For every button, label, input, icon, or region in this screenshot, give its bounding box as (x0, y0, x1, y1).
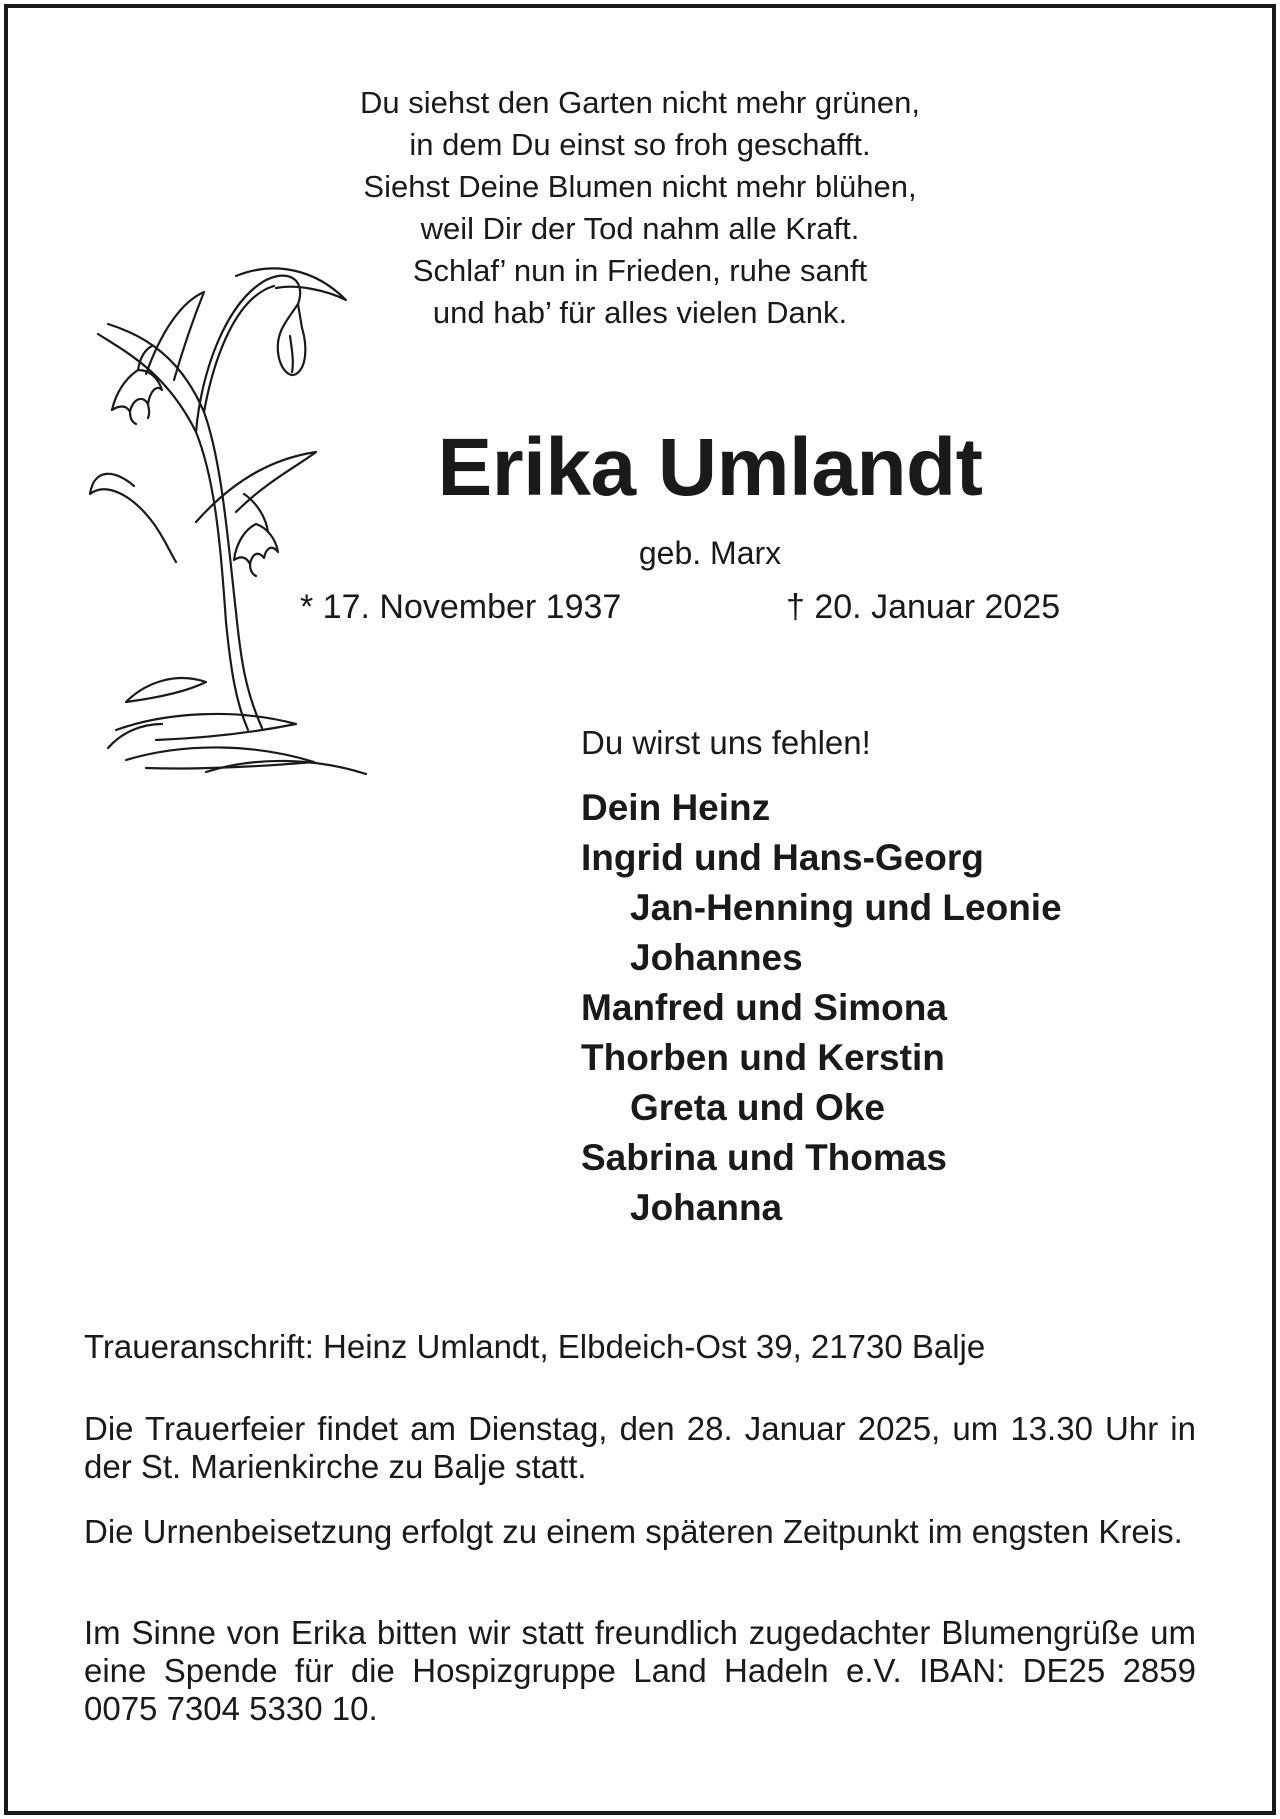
poem-line: Schlaf’ nun in Frieden, ruhe sanft (412, 253, 868, 288)
funeral-service-paragraph: Die Trauerfeier findet am Dienstag, den 28. Januar 2025, um 13.30 Uhr in der St. Marienkirche zu Balje statt. (84, 1410, 1196, 1485)
mourning-address: Traueranschrift: Heinz Umlandt, Elbdeich-Ost 39, 21730 Balje (84, 1328, 986, 1365)
mourner-name: Thorben und Kerstin (581, 1037, 945, 1078)
mourner-name: Johanna (630, 1187, 783, 1228)
poem-line: in dem Du einst so froh geschafft. (409, 127, 871, 162)
death-date: † 20. Januar 2025 (786, 588, 1061, 626)
poem-line: und hab’ für alles vielen Dank. (432, 295, 848, 330)
poem-line: Siehst Deine Blumen nicht mehr blühen, (363, 169, 917, 204)
mourner-name: Greta und Oke (630, 1087, 885, 1128)
mourner-list (581, 783, 1062, 1233)
urn-burial-paragraph: Die Urnenbeisetzung erfolgt zu einem späteren Zeitpunkt im engsten Kreis. (84, 1513, 1183, 1550)
mourner-name: Dein Heinz (581, 787, 771, 828)
snowdrop-flower-icon (86, 262, 386, 787)
poem-line: Du siehst den Garten nicht mehr grünen, (359, 85, 921, 120)
mourner-name: Johannes (630, 937, 803, 978)
closing-line: Du wirst uns fehlen! (581, 724, 871, 761)
mourner-name: Sabrina und Thomas (581, 1137, 947, 1178)
maiden-name: geb. Marx (638, 535, 782, 571)
mourner-name: Manfred und Simona (581, 987, 947, 1028)
birth-date: * 17. November 1937 (300, 588, 622, 626)
donation-paragraph: Im Sinne von Erika bitten wir statt freundlich zugedachter Blumengrüße um eine Spende für die Hospizgruppe Land Hadeln e.V. IBAN: DE25 2859 0075 7304 5330 10. (84, 1614, 1196, 1727)
mourner-name: Jan-Henning und Leonie (630, 887, 1062, 928)
mourner-name: Ingrid und Hans-Georg (581, 837, 984, 878)
poem-line: weil Dir der Tod nahm alle Kraft. (420, 211, 860, 246)
deceased-name: Erika Umlandt (437, 422, 983, 513)
